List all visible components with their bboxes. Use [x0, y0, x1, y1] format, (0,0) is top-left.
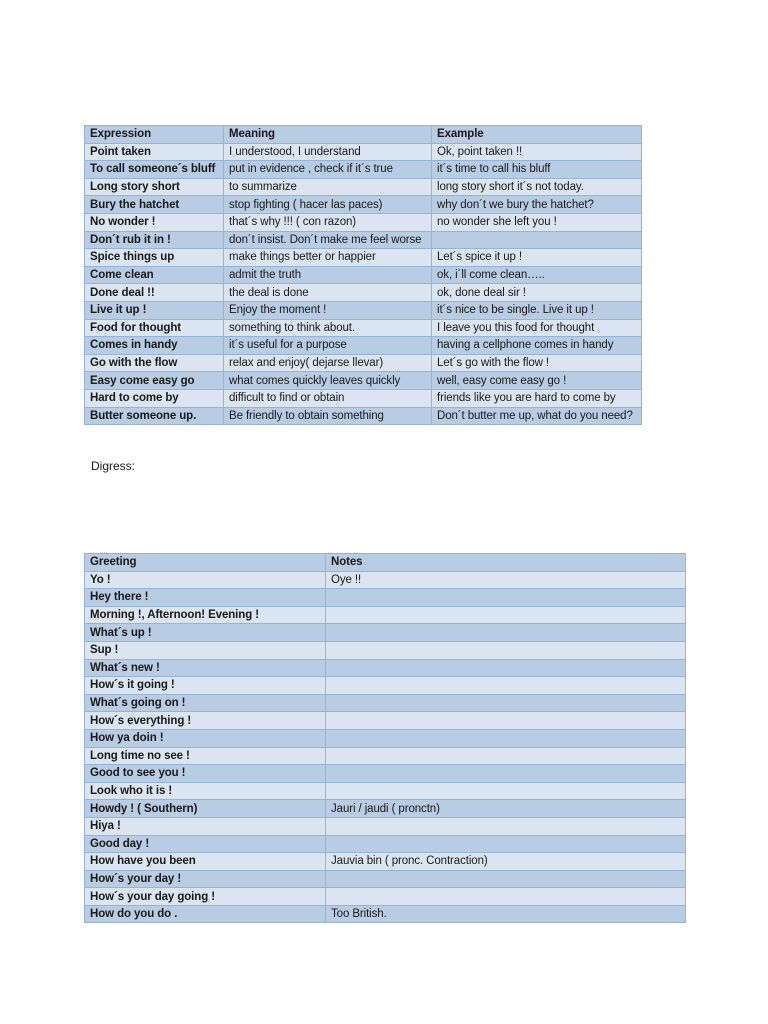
- example-cell: having a cellphone comes in handy: [432, 337, 642, 355]
- table-row: [85, 694, 686, 712]
- notes-cell: [326, 677, 686, 695]
- expression-cell: Done deal !!: [85, 284, 224, 302]
- meaning-cell: what comes quickly leaves quickly: [224, 372, 432, 390]
- greeting-cell: How have you been: [85, 853, 326, 871]
- table-row: [85, 765, 686, 783]
- notes-cell: [326, 659, 686, 677]
- greeting-cell: How´s your day !: [85, 870, 326, 888]
- table-row: [85, 729, 686, 747]
- greeting-cell: Look who it is !: [85, 782, 326, 800]
- table-row: [85, 354, 642, 372]
- expression-cell: Don´t rub it in !: [85, 231, 224, 249]
- greeting-cell: How ya doin !: [85, 729, 326, 747]
- notes-cell: [326, 835, 686, 853]
- example-cell: it´s time to call his bluff: [432, 161, 642, 179]
- table-row: [85, 870, 686, 888]
- table-row: [85, 178, 642, 196]
- table-row: [85, 853, 686, 871]
- digress-label: Digress:: [91, 459, 136, 473]
- meaning-cell: put in evidence , check if it´s true: [224, 161, 432, 179]
- table-row: [85, 835, 686, 853]
- table-row: [85, 624, 686, 642]
- notes-cell: [326, 624, 686, 642]
- meaning-cell: don´t insist. Don´t make me feel worse: [224, 231, 432, 249]
- example-cell: friends like you are hard to come by: [432, 389, 642, 407]
- table-row: [85, 196, 642, 214]
- greeting-cell: How do you do .: [85, 905, 326, 923]
- table-row: [85, 712, 686, 730]
- expression-cell: Come clean: [85, 266, 224, 284]
- expression-cell: To call someone´s bluff: [85, 161, 224, 179]
- table-row: [85, 284, 642, 302]
- greeting-cell: Hiya !: [85, 817, 326, 835]
- table-row: [85, 301, 642, 319]
- example-cell: ok, i´ll come clean…..: [432, 266, 642, 284]
- notes-cell: [326, 641, 686, 659]
- example-cell: well, easy come easy go !: [432, 372, 642, 390]
- notes-cell: Oye !!: [326, 571, 686, 589]
- greeting-cell: Long time no see !: [85, 747, 326, 765]
- table-row: [85, 231, 642, 249]
- example-cell: Let´s spice it up !: [432, 249, 642, 267]
- example-cell: Let´s go with the flow !: [432, 354, 642, 372]
- meaning-cell: something to think about.: [224, 319, 432, 337]
- notes-cell: [326, 747, 686, 765]
- greetings-table-body: [85, 571, 686, 923]
- notes-cell: [326, 888, 686, 906]
- example-cell: long story short it´s not today.: [432, 178, 642, 196]
- example-cell: Ok, point taken !!: [432, 143, 642, 161]
- meaning-cell: it´s useful for a purpose: [224, 337, 432, 355]
- greetings-table: [84, 553, 686, 923]
- expression-cell: Live it up !: [85, 301, 224, 319]
- table-row: [85, 161, 642, 179]
- table-row: [85, 372, 642, 390]
- meaning-cell: make things better or happier: [224, 249, 432, 267]
- expression-cell: Go with the flow: [85, 354, 224, 372]
- table-row: [85, 606, 686, 624]
- table-row: [85, 800, 686, 818]
- table-row: [85, 143, 642, 161]
- greeting-cell: Howdy ! ( Southern): [85, 800, 326, 818]
- greeting-cell: Yo !: [85, 571, 326, 589]
- table-row: [85, 337, 642, 355]
- meaning-cell: Be friendly to obtain something: [224, 407, 432, 425]
- meaning-cell: stop fighting ( hacer las paces): [224, 196, 432, 214]
- table-row: [85, 319, 642, 337]
- notes-cell: Too British.: [326, 905, 686, 923]
- table-row: [85, 407, 642, 425]
- table-header-row: [85, 554, 686, 572]
- notes-cell: [326, 782, 686, 800]
- notes-cell: [326, 694, 686, 712]
- table-row: [85, 888, 686, 906]
- notes-cell: [326, 817, 686, 835]
- notes-cell: [326, 870, 686, 888]
- notes-cell: [326, 765, 686, 783]
- meaning-cell: that´s why !!! ( con razon): [224, 213, 432, 231]
- table-row: [85, 782, 686, 800]
- column-header-expression: Expression: [85, 126, 224, 144]
- expression-cell: Comes in handy: [85, 337, 224, 355]
- example-cell: I leave you this food for thought: [432, 319, 642, 337]
- expressions-table: [84, 125, 642, 425]
- table-row: [85, 641, 686, 659]
- expression-cell: Long story short: [85, 178, 224, 196]
- meaning-cell: difficult to find or obtain: [224, 389, 432, 407]
- notes-cell: [326, 589, 686, 607]
- example-cell: it´s nice to be single. Live it up !: [432, 301, 642, 319]
- example-cell: ok, done deal sir !: [432, 284, 642, 302]
- notes-cell: [326, 729, 686, 747]
- greeting-cell: Hey there !: [85, 589, 326, 607]
- column-header-notes: Notes: [326, 554, 686, 572]
- greeting-cell: What´s going on !: [85, 694, 326, 712]
- greeting-cell: How´s everything !: [85, 712, 326, 730]
- meaning-cell: relax and enjoy( dejarse llevar): [224, 354, 432, 372]
- table-row: [85, 747, 686, 765]
- example-cell: why don´t we bury the hatchet?: [432, 196, 642, 214]
- table-row: [85, 659, 686, 677]
- expression-cell: Hard to come by: [85, 389, 224, 407]
- table-row: [85, 389, 642, 407]
- greeting-cell: Morning !, Afternoon! Evening !: [85, 606, 326, 624]
- notes-cell: [326, 606, 686, 624]
- column-header-example: Example: [432, 126, 642, 144]
- meaning-cell: admit the truth: [224, 266, 432, 284]
- notes-cell: Jauvia bin ( pronc. Contraction): [326, 853, 686, 871]
- expression-cell: Spice things up: [85, 249, 224, 267]
- expression-cell: Bury the hatchet: [85, 196, 224, 214]
- meaning-cell: to summarize: [224, 178, 432, 196]
- notes-cell: Jauri / jaudi ( pronctn): [326, 800, 686, 818]
- example-cell: Don´t butter me up, what do you need?: [432, 407, 642, 425]
- column-header-greeting: Greeting: [85, 554, 326, 572]
- notes-cell: [326, 712, 686, 730]
- greeting-cell: What´s new !: [85, 659, 326, 677]
- table-row: [85, 213, 642, 231]
- greeting-cell: How´s your day going !: [85, 888, 326, 906]
- expressions-table-body: [85, 143, 642, 425]
- table-row: [85, 249, 642, 267]
- greeting-cell: Sup !: [85, 641, 326, 659]
- column-header-meaning: Meaning: [224, 126, 432, 144]
- table-row: [85, 589, 686, 607]
- meaning-cell: the deal is done: [224, 284, 432, 302]
- greeting-cell: How´s it going !: [85, 677, 326, 695]
- greeting-cell: Good to see you !: [85, 765, 326, 783]
- greeting-cell: Good day !: [85, 835, 326, 853]
- expression-cell: Point taken: [85, 143, 224, 161]
- expression-cell: Easy come easy go: [85, 372, 224, 390]
- table-row: [85, 266, 642, 284]
- meaning-cell: Enjoy the moment !: [224, 301, 432, 319]
- meaning-cell: I understood, I understand: [224, 143, 432, 161]
- table-row: [85, 817, 686, 835]
- expression-cell: No wonder !: [85, 213, 224, 231]
- table-row: [85, 905, 686, 923]
- expression-cell: Food for thought: [85, 319, 224, 337]
- table-row: [85, 571, 686, 589]
- table-header-row: [85, 126, 642, 144]
- expression-cell: Butter someone up.: [85, 407, 224, 425]
- greeting-cell: What´s up !: [85, 624, 326, 642]
- example-cell: [432, 231, 642, 249]
- example-cell: no wonder she left you !: [432, 213, 642, 231]
- table-row: [85, 677, 686, 695]
